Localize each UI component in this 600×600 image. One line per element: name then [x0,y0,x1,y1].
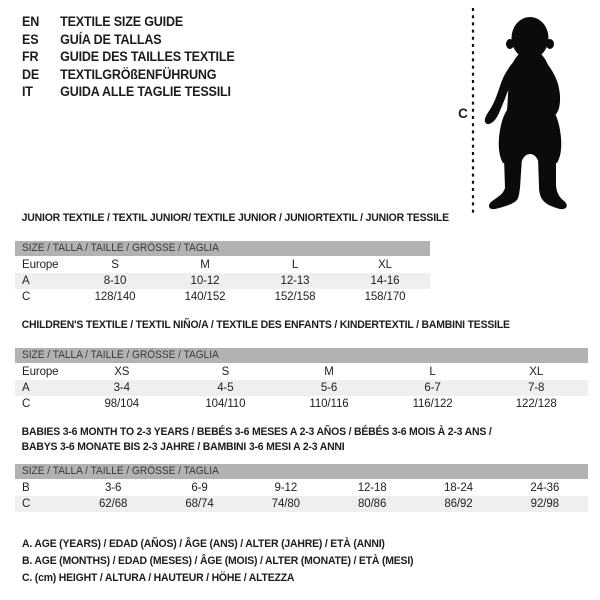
size-cell: 128/140 [94,291,136,303]
size-cell: 140/152 [184,291,226,303]
size-cell: 5-6 [320,382,338,394]
size-cell: 6-9 [191,482,208,494]
size-cell: 104/110 [205,398,246,410]
footnote: B. AGE (MONTHS) / EDAD (MESES) / ÂGE (MOIS) / ALTER (MONATE) / ETÀ (MESI) [22,555,414,568]
size-header-bar [15,241,430,256]
table-row [15,496,588,512]
size-cell: 4-5 [217,382,234,394]
table-row [15,364,588,380]
size-header-bar [15,464,588,479]
size-values-table [15,257,430,305]
size-cell: 68/74 [185,498,214,510]
language-title: GUIDA ALLE TAGLIE TESSILI [60,84,231,100]
size-cell: 80/86 [358,498,387,510]
size-cell: 12-18 [357,482,387,494]
language-code: IT [22,84,33,100]
size-header-label: SIZE / TALLA / TAILLE / GRÖSSE / TAGLIA [22,242,219,254]
size-cell: 3-4 [113,382,130,394]
table-row [15,380,588,396]
size-cell: 158/170 [364,291,406,303]
size-cell: 9-12 [274,482,298,494]
size-cell: XL [378,259,392,271]
language-code: ES [22,31,39,47]
row-label: Europe [22,366,59,378]
language-row [22,66,235,84]
language-title: GUÍA DE TALLAS [60,31,162,47]
babies-size-table [15,425,588,512]
size-cell: 92/98 [530,498,559,510]
language-row [22,83,235,101]
table-row [15,273,430,289]
table-row [15,257,430,273]
size-cell: 10-12 [190,275,220,287]
size-cell: XS [114,366,130,378]
size-cell: 62/68 [99,498,128,510]
footnote: A. AGE (YEARS) / EDAD (AÑOS) / ÂGE (ANS) / ALTER (JAHRE) / ETÀ (ANNI) [22,538,385,550]
size-header-label: SIZE / TALLA / TAILLE / GRÖSSE / TAGLIA [22,465,219,477]
row-label: A [22,382,30,394]
table-title: BABIES 3-6 MONTH TO 2-3 YEARS / BEBÉS 3-6 MESES A 2-3 AÑOS / BÉBÉS 3-6 MOIS À 2-3 ANS / [21,426,492,438]
row-label: C [22,291,31,303]
size-cell: 6-7 [424,382,441,394]
size-cell: S [111,259,119,271]
language-title: TEXTILGRÖßENFÜHRUNG [60,66,217,82]
size-cell: 74/80 [271,498,300,510]
size-header-label: SIZE / TALLA / TAILLE / GRÖSSE / TAGLIA [22,349,219,361]
height-dashed-line [471,8,475,213]
size-cell: 152/158 [274,291,316,303]
language-code: EN [22,14,40,29]
height-marker-label: C [458,106,468,121]
row-label: C [22,498,31,510]
language-title: GUIDE DES TAILLES TEXTILE [60,49,235,65]
table-row [15,289,430,305]
size-values-table [15,480,588,512]
table-title: CHILDREN'S TEXTILE / TEXTIL NIÑO/A / TEXTILE DES ENFANTS / KINDERTEXTIL / BAMBINI TESSILE [21,319,510,331]
language-row [22,13,235,31]
size-guide-footnotes [22,536,413,588]
size-cell: 110/116 [309,398,349,410]
junior-size-table [15,211,449,305]
language-title: TEXTILE SIZE GUIDE [60,14,184,29]
language-row [22,31,235,49]
size-cell: M [324,366,334,378]
footnote: C. (cm) HEIGHT / ALTURA / HAUTEUR / HÖHE / ALTEZZA [22,572,295,585]
row-label: Europe [22,259,59,271]
table-title: JUNIOR TEXTILE / TEXTIL JUNIOR/ TEXTILE JUNIOR / JUNIORTEXTIL / JUNIOR TESSILE [21,212,449,224]
size-cell: 3-6 [105,482,122,494]
children-size-table [15,318,588,412]
language-code: FR [22,49,39,65]
table-row [15,480,588,496]
language-row [22,48,235,66]
size-cell: S [221,366,230,378]
size-cell: L [429,366,436,378]
size-cell: 116/122 [412,398,453,410]
size-cell: 7-8 [528,382,545,394]
size-header-bar [15,348,588,363]
baby-silhouette-icon [479,8,579,213]
size-values-table [15,364,588,412]
language-list [22,13,235,101]
row-label: C [22,398,31,410]
size-cell: 86/92 [444,498,473,510]
size-cell: 18-24 [444,482,473,494]
size-cell: 24-36 [530,482,560,494]
table-row [15,396,588,412]
size-cell: 12-13 [280,275,310,287]
size-cell: XL [529,366,544,378]
size-cell: 8-10 [103,275,127,287]
size-cell: 14-16 [370,275,400,287]
row-label: A [22,275,30,287]
row-label: B [22,482,30,494]
size-cell: M [200,259,210,271]
language-code: DE [22,66,40,82]
table-title: BABYS 3-6 MONATE BIS 2-3 JAHRE / BAMBINI 3-6 MESI A 2-3 ANNI [21,441,345,453]
size-cell: 122/128 [515,398,557,410]
size-cell: L [291,259,299,271]
size-cell: 98/104 [104,398,140,410]
